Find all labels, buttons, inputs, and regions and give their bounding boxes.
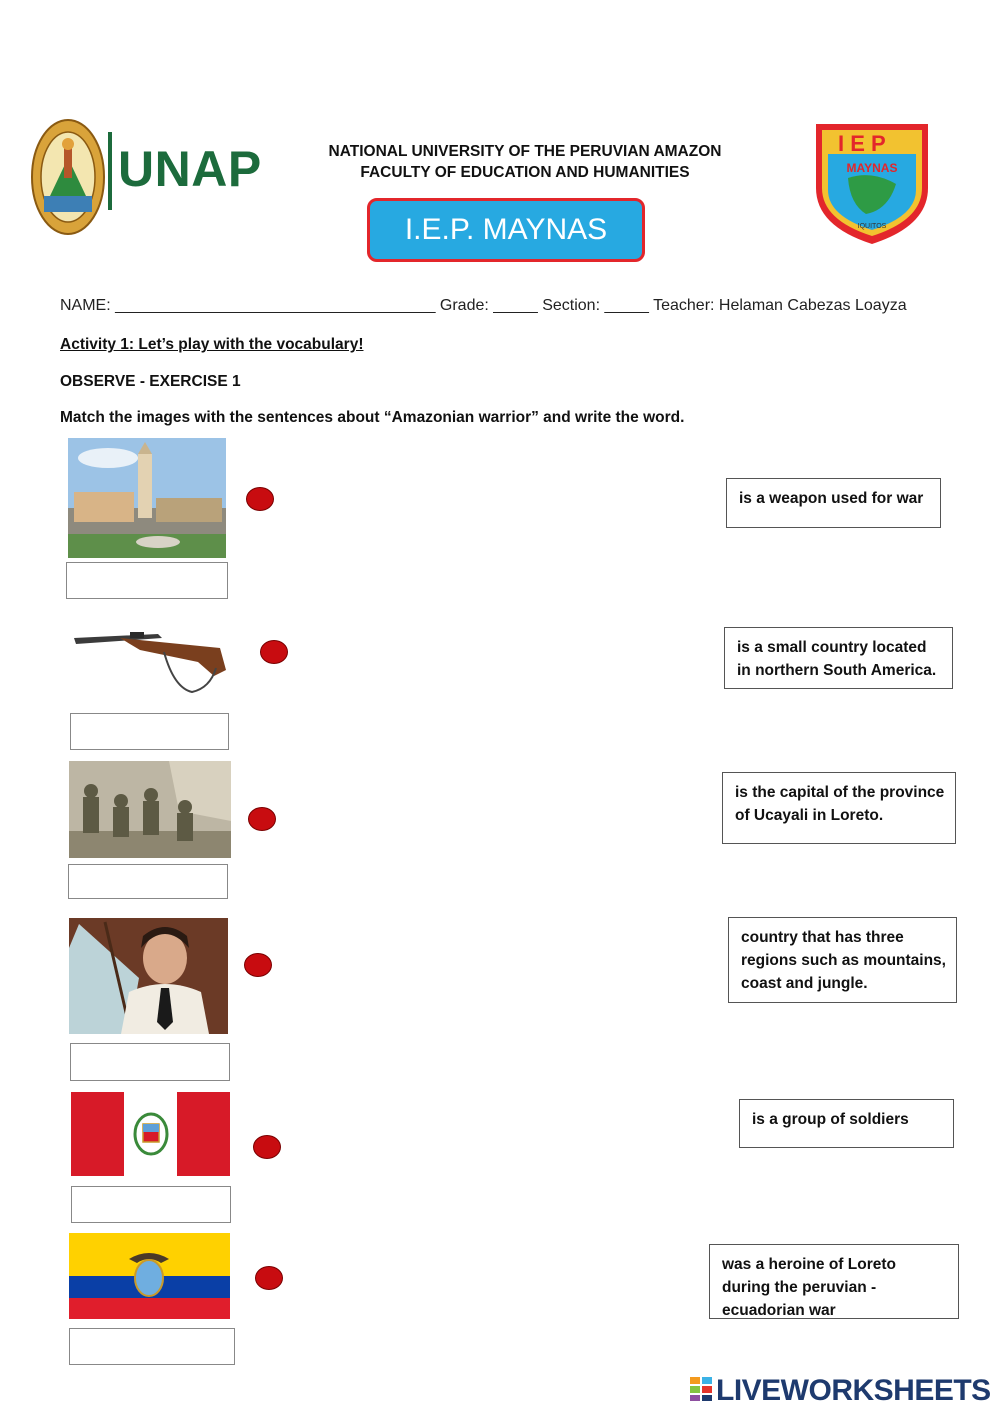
answer-input[interactable] [69, 1328, 235, 1365]
rifle-image [70, 624, 230, 700]
city-square-image [68, 438, 226, 558]
shield-name: MAYNAS [846, 161, 898, 175]
liveworksheets-logo-icon [690, 1377, 712, 1401]
exercise-title: OBSERVE - EXERCISE 1 [60, 373, 241, 390]
match-dot[interactable] [244, 953, 272, 977]
answer-input[interactable] [70, 713, 229, 750]
university-name: NATIONAL UNIVERSITY OF THE PERUVIAN AMAZON [328, 143, 722, 160]
definition-box[interactable]: is a small country located in northern South America. [724, 627, 953, 689]
shield-city: IQUITOS [857, 223, 887, 230]
definition-box[interactable]: is a weapon used for war [726, 478, 941, 528]
answer-input[interactable] [68, 864, 228, 899]
ecuador-flag-image [69, 1233, 230, 1319]
definition-box[interactable]: is the capital of the province of Ucayali in Loreto. [722, 772, 956, 844]
shield-letters: I E P [838, 131, 886, 156]
answer-input[interactable] [66, 562, 228, 599]
peru-flag-image [71, 1092, 230, 1176]
definition-box[interactable]: is a group of soldiers [739, 1099, 954, 1148]
match-dot[interactable] [255, 1266, 283, 1290]
school-name-box: I.E.P. MAYNAS [367, 198, 645, 262]
student-info-line[interactable]: NAME: ____________________________________ Grade: _____ Section: _____ Teacher: Helaman Cabezas Loayza [60, 297, 907, 314]
definition-box[interactable]: country that has three regions such as mountains, coast and jungle. [728, 917, 957, 1003]
match-dot[interactable] [248, 807, 276, 831]
match-dot[interactable] [253, 1135, 281, 1159]
logo-divider [108, 132, 112, 210]
match-dot[interactable] [260, 640, 288, 664]
liveworksheets-brand[interactable]: LIVEWORKSHEETS [716, 1374, 991, 1407]
heroine-portrait-image [69, 918, 228, 1034]
university-heading [300, 141, 750, 183]
soldiers-image [69, 761, 231, 858]
instructions: Match the images with the sentences about “Amazonian warrior” and write the word. [60, 409, 685, 426]
activity-title: Activity 1: Let’s play with the vocabulary! [60, 336, 364, 353]
faculty-name: FACULTY OF EDUCATION AND HUMANITIES [360, 164, 690, 181]
definition-box[interactable]: was a heroine of Loreto during the peruvian - ecuadorian war [709, 1244, 959, 1319]
answer-input[interactable] [71, 1186, 231, 1223]
answer-input[interactable] [70, 1043, 230, 1081]
iep-shield-logo [808, 118, 936, 248]
unap-seal-logo [30, 118, 106, 236]
unap-logo-text: UNAP [118, 141, 262, 197]
match-dot[interactable] [246, 487, 274, 511]
